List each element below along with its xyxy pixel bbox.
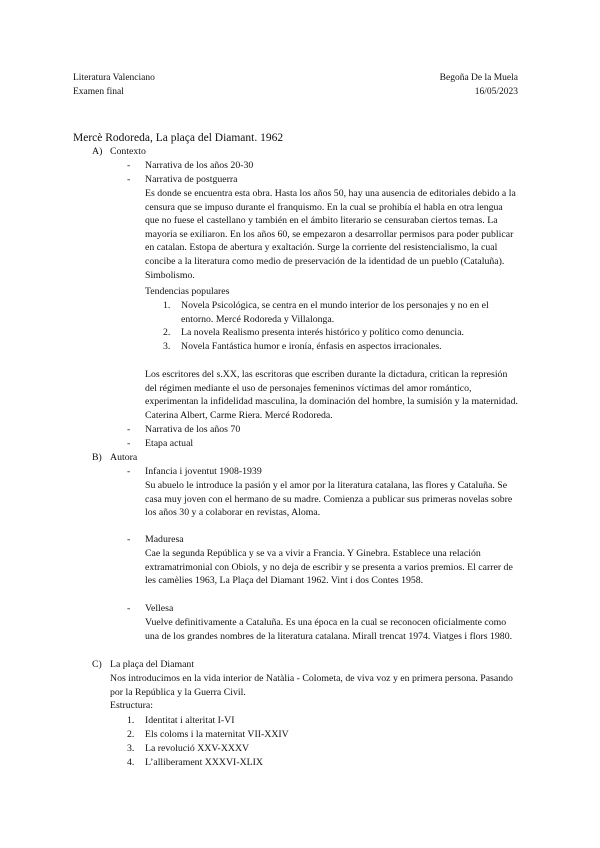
tendencia-number: 3.: [163, 341, 171, 352]
section-a-label: Contexto: [110, 146, 146, 157]
section-b-marker: B): [92, 452, 102, 463]
bullet-dash: -: [127, 466, 131, 477]
list-item-narrativa-20-30: Narrativa de los años 20-30: [145, 160, 254, 171]
subsection-maduresa-title: Maduresa: [145, 534, 184, 545]
section-a-marker: A): [92, 146, 103, 157]
tendencia-item-psicologica: [181, 299, 489, 326]
bullet-dash: -: [127, 174, 131, 185]
section-c-label: La plaça del Diamant: [110, 659, 195, 670]
estructura-number: 4.: [127, 757, 135, 768]
vellesa-paragraph: [145, 616, 512, 643]
estructura-number: 2.: [127, 729, 135, 740]
paragraph-line: Simbolismo.: [145, 269, 195, 281]
document-title: Mercè Rodoreda, La plaça del Diamant. 1962: [73, 132, 284, 144]
paragraph-line: Es donde se encuentra esta obra. Hasta los años 50, hay una ausencia de editoriales debido a la: [145, 188, 516, 199]
paragraph-line: Cae la segunda República y se va a vivir a Francia. Y Ginebra. Establece una relación: [145, 548, 481, 559]
header-author: Begoña De la Muela: [439, 73, 518, 83]
list-item-narrativa-70: Narrativa de los años 70: [145, 424, 241, 435]
paragraph-line: censura que se impuso durante el franquismo. En la cual se prohibía el habla en otra lengua: [145, 201, 503, 213]
estructura-item: La revolució XXV-XXXV: [145, 743, 250, 754]
paragraph-line: experimentan la infidelidad masculina, la dominación del hombre, la sumisión y la maternidad.: [145, 396, 518, 408]
tendencia-item-fantastica: Novela Fantástica humor e ironía, énfasis en aspectos irracionales.: [181, 341, 442, 352]
list-item-narrativa-postguerra: Narrativa de postguerra: [145, 174, 238, 185]
paragraph-line: los años 30 y a colaborar en revistas, Aloma.: [145, 507, 321, 519]
header-exam: Examen final: [73, 87, 124, 97]
paragraph-line: extramatrimonial con Obiols, y no deja de escribir y se presenta a varios premios. El carrer de: [145, 561, 513, 573]
estructura-number: 1.: [127, 715, 135, 726]
paragraph-line: del régimen mediante el uso de personajes femeninos víctimas del amor romántico,: [145, 382, 472, 394]
paragraph-line: concibe a la literatura como medio de preservación de la identidad de un pueblo (Cataluña).: [145, 255, 505, 267]
estructura-item: Els coloms i la maternitat VII-XXIV: [145, 729, 289, 740]
list-item-etapa-actual: Etapa actual: [145, 438, 194, 449]
bullet-dash: -: [127, 534, 131, 545]
section-c-marker: C): [92, 659, 102, 670]
bullet-dash: -: [127, 424, 131, 435]
paragraph-line: Caterina Albert, Carme Riera. Mercé Rodoreda.: [145, 409, 333, 421]
tendencias-label: Tendencias populares: [145, 286, 230, 297]
infancia-paragraph: [145, 479, 512, 520]
paragraph-line: por la República y la Guerra Civil.: [110, 686, 246, 698]
header-course: Literatura Valenciano: [73, 73, 155, 83]
tendencia-line: Novela Psicológica, se centra en el mundo interior de los personajes y no en el: [181, 300, 489, 311]
paragraph-line: en catalan. Estopa de abertura y exaltación. Surge la corriente del resistencialismo, la cual: [145, 242, 498, 254]
header-date: 16/05/2023: [474, 87, 518, 97]
paragraph-line: Su abuelo le introduce la pasión y el amor por la literatura catalana, las flores y Cataluña. Se: [145, 480, 508, 491]
paragraph-line: les camèlies 1963, La Plaça del Diamant 1962. Vint i dos Contes 1958.: [145, 575, 424, 587]
subsection-infancia-title: Infancia i joventut 1908-1939: [145, 466, 262, 477]
tendencia-item-realismo: La novela Realismo presenta interés histórico y político como denuncia.: [181, 327, 464, 338]
paragraph-line: Estructura:: [110, 700, 153, 712]
paragraph-line: mayoría se exiliaron. En los años 60, se empezaron a desarrollar permisos para poder publicar: [145, 228, 514, 240]
bullet-dash: -: [127, 438, 131, 449]
estructura-item: L’alliberament XXXVI-XLIX: [145, 757, 263, 768]
maduresa-paragraph: [145, 547, 513, 588]
paragraph-line: que no fuese el castellano y también en el ámbito literario se censuraban ciertos temas. La: [145, 215, 498, 227]
estructura-number: 3.: [127, 743, 135, 754]
estructura-item: Identitat i alteritat I-VI: [145, 715, 235, 726]
paragraph-line: una de los grandes nombres de la literatura catalana. Mirall trencat 1974. Viatges i flors 1980.: [145, 630, 513, 642]
subsection-vellesa-title: Vellesa: [145, 603, 174, 614]
paragraph-line: Vuelve definitivamente a Cataluña. Es una época en la cual se reconocen oficialmente como: [145, 617, 507, 628]
plaça-paragraph: [110, 672, 513, 713]
bullet-dash: -: [127, 160, 131, 171]
paragraph-line: Nos introducimos en la vida interior de Natàlia - Colometa, de viva voz y en primera persona. Pasando: [110, 673, 513, 684]
section-b-label: Autora: [110, 452, 138, 463]
paragraph-line: Los escritores del s.XX, las escritoras que escriben durante la dictadura, critican la represión: [145, 369, 508, 380]
postguerra-paragraph: [145, 187, 516, 282]
tendencia-line: entorno. Mercé Rodoreda y Villalonga.: [181, 313, 335, 325]
bullet-dash: -: [127, 603, 131, 614]
escritoras-paragraph: [145, 368, 518, 422]
tendencia-number: 2.: [163, 327, 171, 338]
tendencia-number: 1.: [163, 300, 171, 311]
paragraph-line: casa muy joven con el hermano de su madre. Comienza a publicar sus primeras novelas sobre: [145, 493, 513, 505]
